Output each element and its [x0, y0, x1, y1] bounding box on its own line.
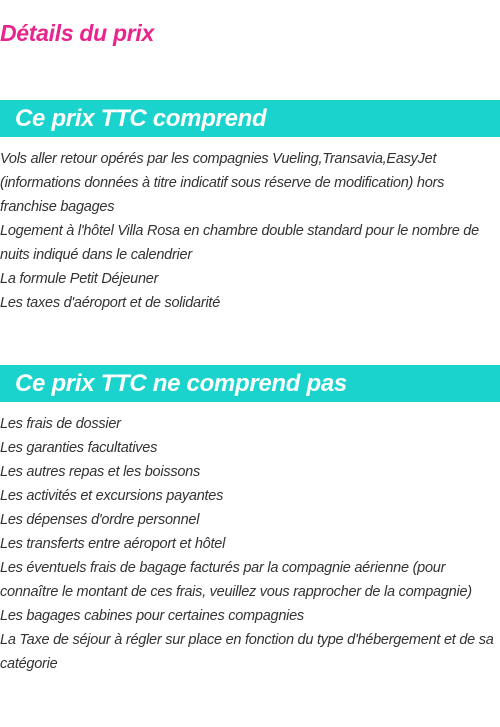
excluded-items-list	[0, 412, 500, 676]
included-section-header	[0, 100, 500, 137]
list-item: Les taxes d'aéroport et de solidarité	[0, 295, 221, 311]
excluded-section-title: Ce prix TTC ne comprend pas	[15, 370, 347, 397]
list-item: La formule Petit Déjeuner	[0, 271, 159, 287]
list-item: Les frais de dossier	[0, 416, 121, 432]
list-item: Les transferts entre aéroport et hôtel	[0, 536, 226, 552]
list-item: Logement à l'hôtel Villa Rosa en chambre double standard pour le nombre de nuits indiqué dans le calendrier	[0, 223, 479, 263]
list-item: Les garanties facultatives	[0, 440, 158, 456]
included-section-title: Ce prix TTC comprend	[15, 105, 267, 132]
list-item: La Taxe de séjour à régler sur place en fonction du type d'hébergement et de sa catégorie	[0, 632, 494, 672]
list-item: Les dépenses d'ordre personnel	[0, 512, 200, 528]
included-items-list	[0, 147, 500, 315]
excluded-section-header	[0, 365, 500, 402]
list-item: Les éventuels frais de bagage facturés par la compagnie aérienne (pour connaître le montant de ces frais, veuillez vous rapprocher de la compagnie)	[0, 560, 472, 600]
list-item: Les autres repas et les boissons	[0, 464, 200, 480]
list-item: Les activités et excursions payantes	[0, 488, 224, 504]
list-item: Vols aller retour opérés par les compagnies Vueling,Transavia,EasyJet (informations données à titre indicatif sous réserve de modification) hors franchise bagages	[0, 151, 445, 215]
page-title: Détails du prix	[0, 20, 154, 46]
list-item: Les bagages cabines pour certaines compagnies	[0, 608, 304, 624]
